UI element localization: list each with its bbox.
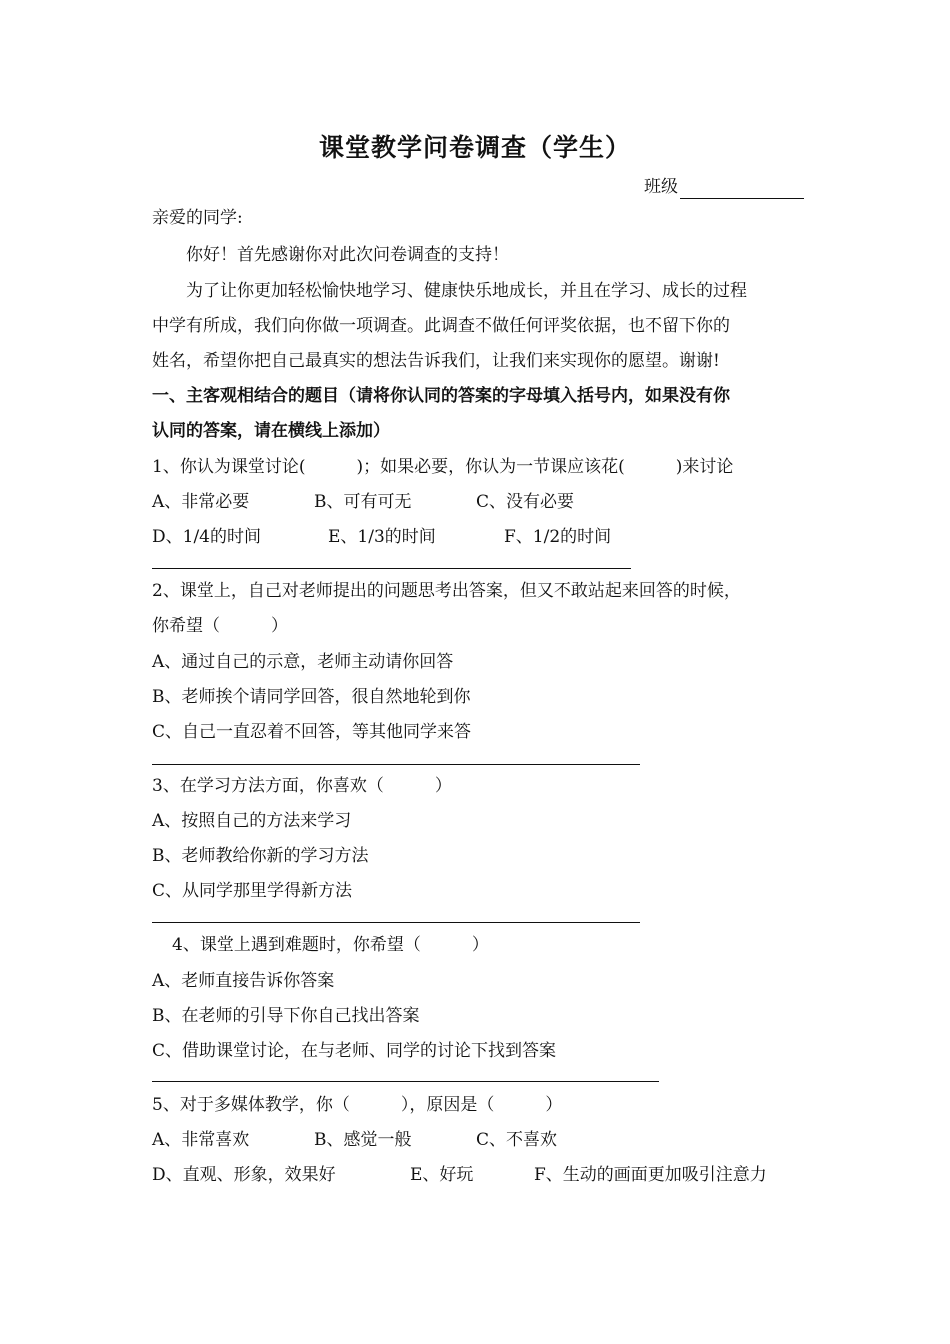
question-1-options-row-1 <box>152 490 574 514</box>
question-2-option-c[interactable]: C、自己一直忍着不回答，等其他同学来答 <box>152 722 472 742</box>
question-2-prompt-line-1: 2、课堂上，自己对老师提出的问题思考出答案，但又不敢站起来回答的时候， <box>152 581 741 601</box>
question-5-prompt: 5、对于多媒体教学，你（ ），原因是（ ） <box>152 1095 563 1115</box>
question-1-option-f[interactable]: F、1/2的时间 <box>504 527 612 547</box>
question-5-option-f[interactable]: F、生动的画面更加吸引注意力 <box>534 1165 767 1185</box>
question-5-option-a[interactable]: A、非常喜欢 <box>152 1130 250 1150</box>
intro-paragraph-2: 为了让你更加轻松愉快地学习、健康快乐地成长，并且在学习、成长的过程 <box>186 281 747 301</box>
page-title: 课堂教学问卷调查（学生） <box>318 133 631 162</box>
question-4-option-a[interactable]: A、老师直接告诉你答案 <box>152 971 335 991</box>
question-4-option-b[interactable]: B、在老师的引导下你自己找出答案 <box>152 1006 420 1026</box>
question-1-options-row-2 <box>152 525 611 549</box>
intro-paragraph-1: 你好！首先感谢你对此次问卷调查的支持！ <box>186 245 509 265</box>
question-5-options-row-2 <box>152 1163 767 1187</box>
section-heading-line-2: 认同的答案，请在横线上添加） <box>152 421 390 441</box>
question-3-answer-line[interactable] <box>152 922 640 923</box>
question-2-option-a[interactable]: A、通过自己的示意，老师主动请你回答 <box>152 652 454 672</box>
question-1-option-e[interactable]: E、1/3的时间 <box>328 527 436 547</box>
question-3-option-b[interactable]: B、老师教给你新的学习方法 <box>152 846 369 866</box>
greeting: 亲爱的同学: <box>152 208 243 228</box>
class-field <box>644 175 804 199</box>
question-2-prompt-line-2: 你希望（ ） <box>152 616 288 636</box>
question-2-option-b[interactable]: B、老师挨个请同学回答，很自然地轮到你 <box>152 687 471 707</box>
question-5-option-e[interactable]: E、好玩 <box>410 1165 474 1185</box>
question-1-option-c[interactable]: C、没有必要 <box>476 492 575 512</box>
question-5-option-c[interactable]: C、不喜欢 <box>476 1130 558 1150</box>
question-1-prompt: 1、你认为课堂讨论( )；如果必要，你认为一节课应该花( )来讨论 <box>152 457 734 477</box>
question-1-answer-line[interactable] <box>152 568 631 569</box>
question-3-option-c[interactable]: C、从同学那里学得新方法 <box>152 881 353 901</box>
intro-paragraph-3: 中学有所成，我们向你做一项调查。此调查不做任何评奖依据，也不留下你的 <box>152 316 730 336</box>
question-4-option-c[interactable]: C、借助课堂讨论，在与老师、同学的讨论下找到答案 <box>152 1041 557 1061</box>
question-2-answer-line[interactable] <box>152 764 640 765</box>
question-1-option-a[interactable]: A、非常必要 <box>152 492 250 512</box>
question-5-option-b[interactable]: B、感觉一般 <box>314 1130 412 1150</box>
question-4-prompt: 4、课堂上遇到难题时，你希望（ ） <box>172 935 489 955</box>
section-heading-line-1: 一、主客观相结合的题目（请将你认同的答案的字母填入括号内，如果没有你 <box>152 386 730 406</box>
question-3-prompt: 3、在学习方法方面，你喜欢（ ） <box>152 776 452 796</box>
question-1-option-d[interactable]: D、1/4的时间 <box>152 527 261 547</box>
question-4-answer-line[interactable] <box>152 1081 659 1082</box>
class-blank-line[interactable] <box>680 179 804 199</box>
question-1-option-b[interactable]: B、可有可无 <box>314 492 412 512</box>
question-5-option-d[interactable]: D、直观、形象，效果好 <box>152 1165 336 1185</box>
class-label: 班级 <box>644 177 678 197</box>
question-5-options-row-1 <box>152 1128 557 1152</box>
intro-paragraph-4: 姓名，希望你把自己最真实的想法告诉我们，让我们来实现你的愿望。谢谢! <box>152 351 720 371</box>
question-3-option-a[interactable]: A、按照自己的方法来学习 <box>152 811 352 831</box>
